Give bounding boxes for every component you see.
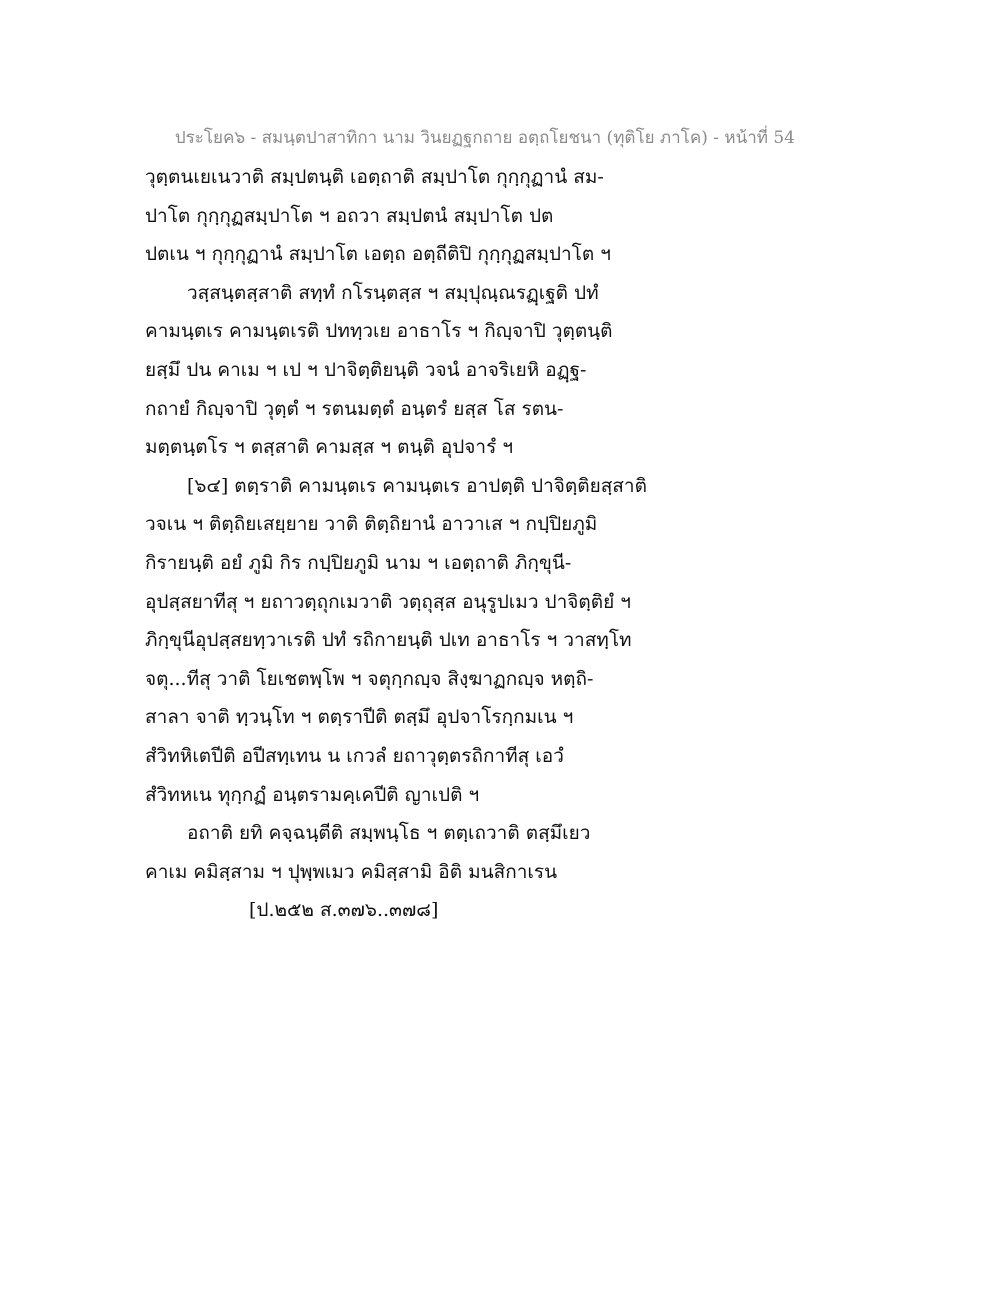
text-line: ปตเน ฯ กุกฺกุฏานํ สมฺปาโต เอตฺถ อตฺถีติปิ กุกฺกุฏสมฺปาโต ฯ xyxy=(145,243,611,266)
text-line: คาเม คมิสฺสาม ฯ ปุพฺพเมว คมิสฺสามิ อิติ มนสิกาเรน xyxy=(145,860,558,883)
text-line: จตุ...ทีสุ วาติ โยเชตพฺโพ ฯ จตุกฺกญฺจ สิงฺฆาฏกญฺจ หตฺถิ- xyxy=(145,667,594,690)
text-line: ปาโต กุกฺกุฏสมฺปาโต ฯ อถวา สมฺปตนํ สมฺปาโต ปต xyxy=(145,204,554,227)
text-line: [๖๔] ตตฺราติ คามนฺตเร คามนฺตเร อาปตฺติ ปาจิตฺติยสฺสาติ xyxy=(187,474,647,497)
text-line: มตฺตนฺตโร ฯ ตสฺสาติ คามสฺส ฯ ตนฺติ อุปจารํ ฯ xyxy=(145,436,514,459)
text-line: วุตฺตนเยเนวาติ สมฺปตนฺติ เอตฺถาติ สมฺปาโต กุกฺกุฏานํ สม- xyxy=(145,166,604,188)
text-line: สํวิทหิเตปีติ อปีสทฺเทน น เกวลํ ยถาวุตฺตรถิกาทีสุ เอวํ xyxy=(145,744,564,767)
text-line: วจเน ฯ ติตฺถิยเสยฺยาย วาติ ติตฺถิยานํ อาวาเส ฯ กปฺปิยภูมิ xyxy=(145,513,598,536)
running-head: ประโยค๖ - สมนฺตปาสาทิกา นาม วินยฏฐกถาย อตฺถโยชนา (ทุติโย ภาโค) - หน้าที่ 54 xyxy=(174,128,795,148)
text-line: คามนฺตเร คามนฺตเรติ ปททฺวเย อาธาโร ฯ กิญฺจาปิ วุตฺตนฺติ xyxy=(145,320,613,343)
text-line: อุปสฺสยาทีสุ ฯ ยถาวตฺถุกเมวาติ วตฺถุสฺส อนุรูปเมว ปาจิตฺติยํ ฯ xyxy=(145,590,631,613)
text-line: สาลา จาติ ทฺวนฺโท ฯ ตตฺราปีติ ตสฺมึ อุปจาโรกฺกมเน ฯ xyxy=(145,706,574,729)
text-line: อถาติ ยทิ คจฺฉนฺตีติ สมฺพนฺโธ ฯ ตตฺเถวาติ ตสฺมึเยว xyxy=(187,822,591,845)
text-line: กถายํ กิญฺจาปิ วุตฺตํ ฯ รตนมตฺตํ อนฺตรํ ยสฺส โส รตน- xyxy=(145,397,564,420)
text-line: กิรายนฺติ อยํ ภูมิ กิร กปฺปิยภูมิ นาม ฯ เอตฺถาติ ภิกฺขุนี- xyxy=(145,551,572,574)
text-line: ยสฺมึ ปน คาเม ฯ เป ฯ ปาจิตฺติยนฺติ วจนํ อาจริเยหิ อฏฺฐ- xyxy=(145,358,587,381)
body-text xyxy=(145,158,705,930)
text-line: วสฺสนฺตสฺสาติ สทฺทํ กโรนฺตสฺส ฯ สมฺปุณฺณรฏฺเฐติ ปทํ xyxy=(187,281,599,304)
page-reference: [ป.๒๕๒ ส.๓๗๖..๓๗๘] xyxy=(249,899,439,922)
text-line: สํวิทหเน ทุกฺกฏํ อนฺตรามคฺเคปีติ ญาเปติ ฯ xyxy=(145,783,480,806)
text-line: ภิกฺขุนีอุปสฺสยทฺวาเรติ ปทํ รถิกายนฺติ ปเท อาธาโร ฯ วาสทฺโท xyxy=(145,629,632,652)
